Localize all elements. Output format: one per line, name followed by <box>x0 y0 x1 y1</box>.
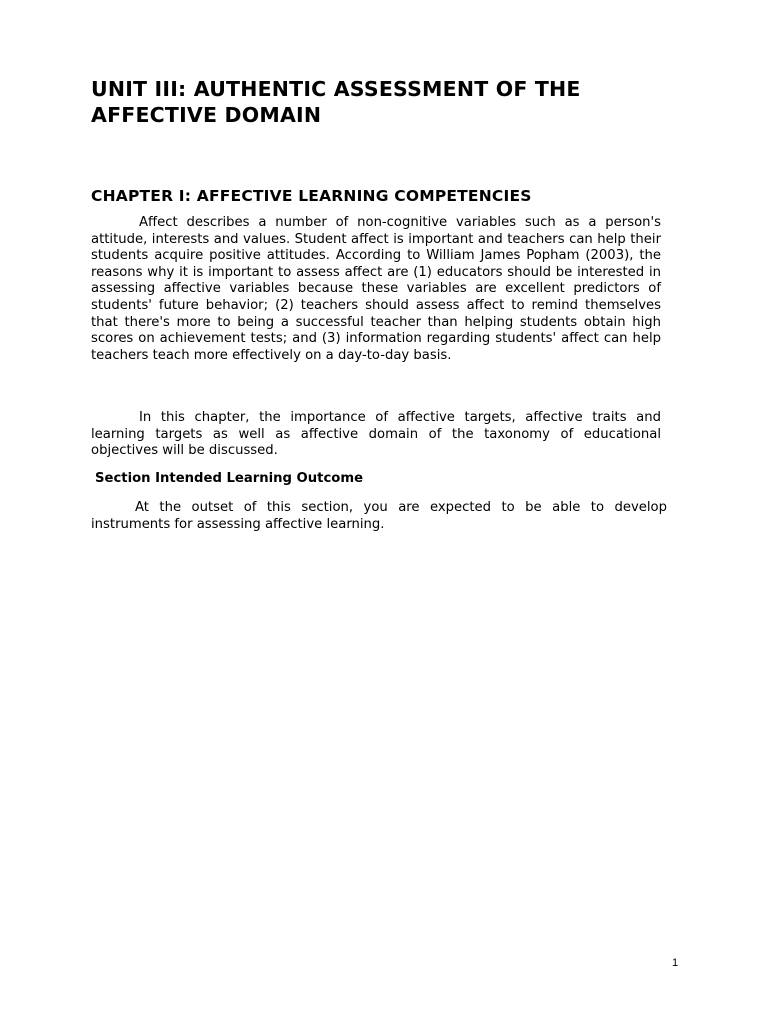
paragraph-learning-outcome: At the outset of this section, you are expected to be able to develop instruments for assessing affective learning. <box>91 500 667 532</box>
chapter-title: CHAPTER I: AFFECTIVE LEARNING COMPETENCIES <box>91 187 532 205</box>
unit-title: UNIT III: AUTHENTIC ASSESSMENT OF THE AFFECTIVE DOMAIN <box>91 77 581 127</box>
page-number: 1 <box>671 957 679 969</box>
section-heading: Section Intended Learning Outcome <box>95 471 364 486</box>
paragraph-chapter-overview: In this chapter, the importance of affective targets, affective traits and learning targets as well as affective domain of the taxonomy of educational objectives will be discussed. <box>91 410 661 459</box>
paragraph-affect-description: Affect describes a number of non-cognitive variables such as a person's attitude, interests and values. Student affect is important and teachers can help their students acquire positive attitudes. According to William James Popham (2003), the reasons why it is important to assess affect are (1) educators should be interested in assessing affective variables because these variables are excellent predictors of students' future behavior; (2) teachers should assess affect to remind themselves that there's more to being a successful teacher than helping students obtain high scores on achievement tests; and (3) information regarding students' affect can help teachers teach more effectively on a day-to-day basis. <box>91 215 661 363</box>
